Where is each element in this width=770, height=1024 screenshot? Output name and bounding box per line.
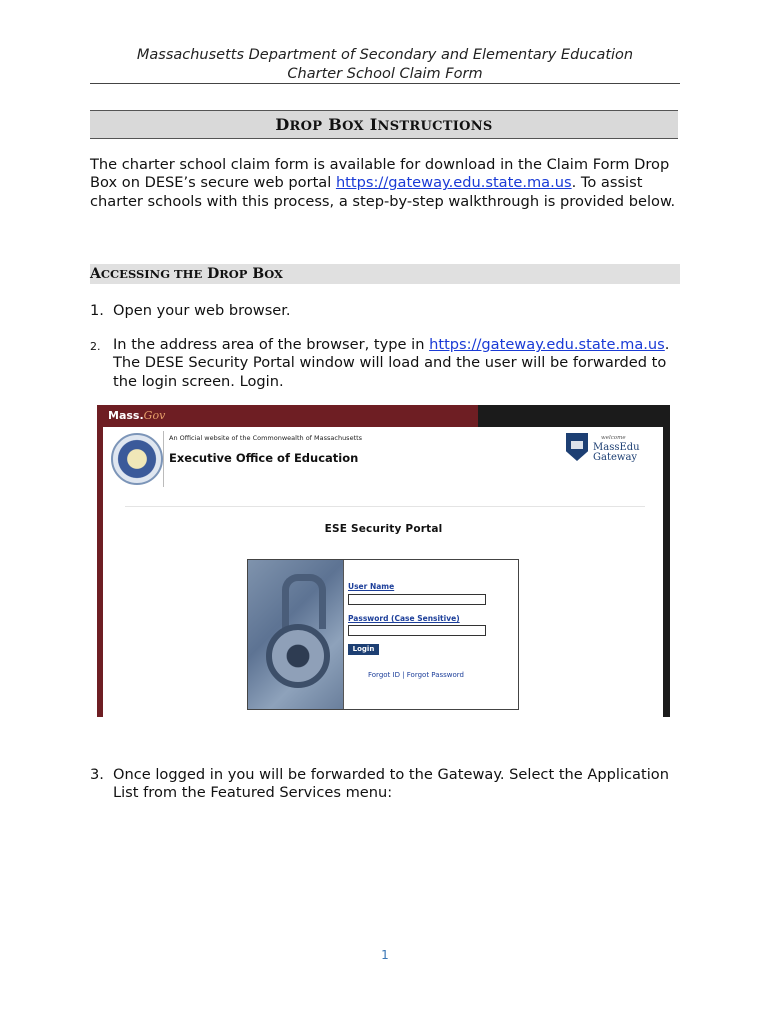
gateway-link[interactable]: https://gateway.edu.state.ma.us bbox=[429, 336, 665, 353]
login-panel bbox=[247, 559, 519, 710]
section-title: ACCESSING THE DROP BOX bbox=[90, 266, 283, 282]
page-number: 1 bbox=[381, 948, 389, 962]
password-input[interactable] bbox=[348, 625, 486, 636]
right-border bbox=[663, 427, 670, 717]
padlock-dial-icon bbox=[266, 624, 330, 688]
gateway-link[interactable]: https://gateway.edu.state.ma.us bbox=[335, 174, 572, 192]
step-text: In the address area of the browser, type in https://gateway.edu.state.ma.us. The DESE Security Portal window will load and the user will be forwarded to the login screen. Login. bbox=[113, 336, 670, 390]
step-number: 2. bbox=[90, 340, 101, 353]
office-name: Executive Office of Education bbox=[169, 451, 359, 465]
username-input[interactable] bbox=[348, 594, 486, 605]
official-website-note: An Official website of the Commonwealth of Massachusetts bbox=[169, 434, 363, 442]
header-department: Massachusetts Department of Secondary and Elementary Education bbox=[136, 47, 634, 63]
document-header bbox=[90, 46, 680, 84]
masthead-dark-panel bbox=[478, 405, 670, 427]
step-1 bbox=[90, 302, 680, 320]
login-button[interactable]: Login bbox=[348, 644, 379, 655]
password-label: Password (Case Sensitive) bbox=[348, 614, 460, 623]
header-divider bbox=[90, 83, 680, 84]
left-border bbox=[97, 427, 103, 717]
page-title bbox=[90, 110, 678, 139]
step-number: 1. bbox=[90, 302, 104, 319]
step-2 bbox=[90, 336, 680, 391]
gateway-logo: welcome MassEdu Gateway bbox=[593, 435, 640, 463]
header-form-name: Charter School Claim Form bbox=[287, 66, 483, 82]
title-text: DROP BOX INSTRUCTIONS bbox=[275, 115, 493, 134]
username-label: User Name bbox=[348, 582, 395, 591]
padlock-shackle bbox=[282, 574, 326, 629]
section-heading bbox=[90, 264, 680, 284]
intro-paragraph: The charter school claim form is available for download in the Claim Form Drop Box on DESE’s secure web portal https://gateway.edu.state.ma.us. To assist charter schools with this process, a step-by-step walkthrough is provided below. bbox=[90, 156, 676, 210]
step-3 bbox=[90, 766, 680, 803]
logo-divider bbox=[163, 431, 164, 487]
step-text: Once logged in you will be forwarded to the Gateway. Select the Application List from the Featured Services menu: bbox=[113, 766, 669, 802]
step-text: Open your web browser. bbox=[113, 302, 291, 319]
padlock-image bbox=[248, 560, 344, 709]
forgot-links[interactable]: Forgot ID | Forgot Password bbox=[368, 671, 464, 679]
massgov-logo: Mass.Gov bbox=[108, 409, 166, 422]
step-number: 3. bbox=[90, 766, 104, 783]
state-seal-icon bbox=[111, 433, 163, 485]
portal-title: ESE Security Portal bbox=[324, 523, 443, 535]
gateway-shield-icon bbox=[566, 433, 588, 461]
security-portal-screenshot bbox=[97, 405, 670, 717]
content-divider bbox=[125, 506, 645, 507]
